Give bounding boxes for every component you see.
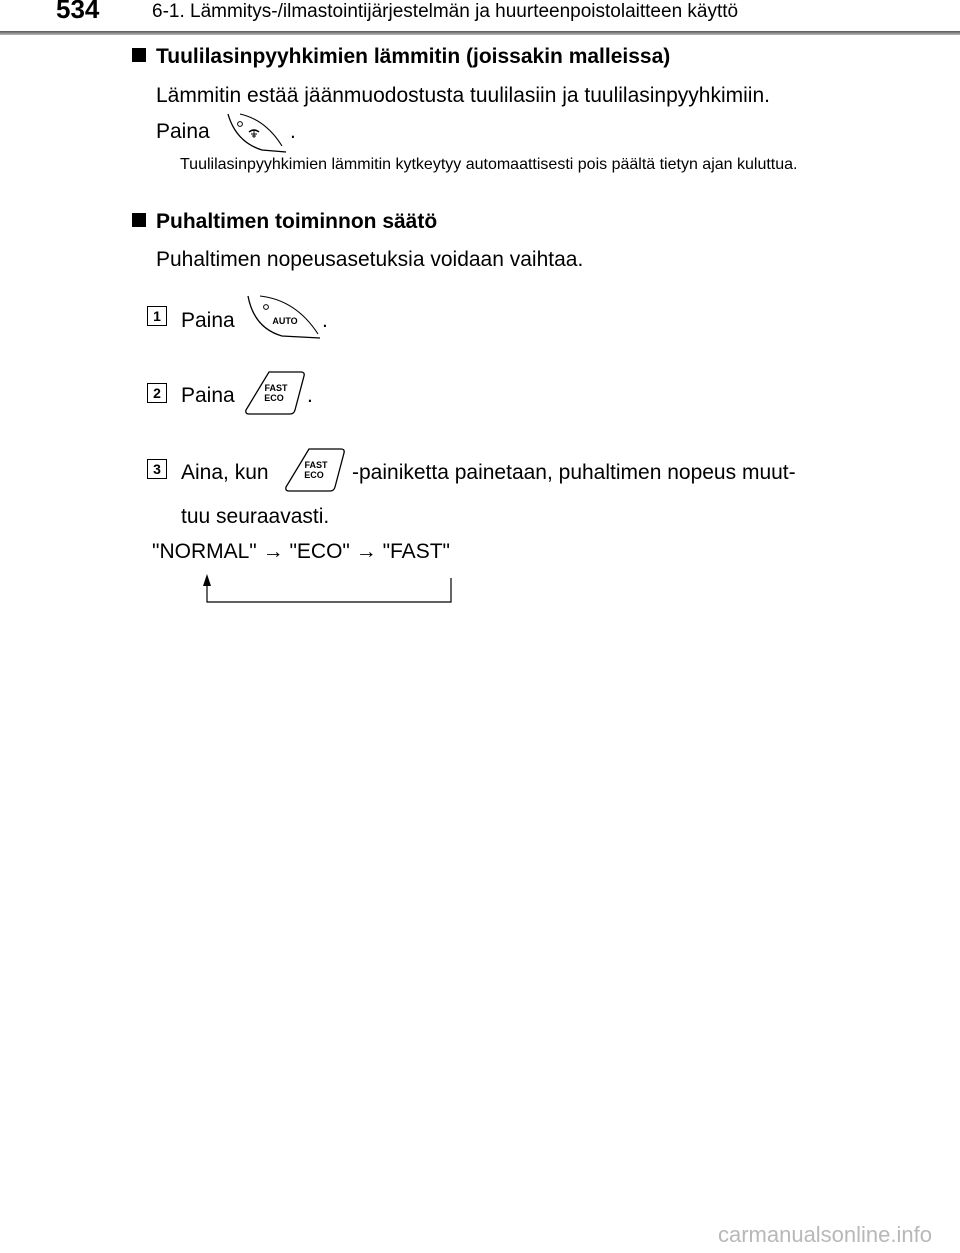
section-square-icon <box>132 48 146 62</box>
wiper-heater-description: Lämmitin estää jäänmuodostusta tuulilasiin ja tuulilasinpyyhkimiin. <box>156 84 770 107</box>
wiper-heater-press-text: Paina <box>156 120 210 143</box>
section-heading-fan-control <box>132 210 437 234</box>
step-number-2: 2 <box>147 383 167 403</box>
wiper-heater-period: . <box>290 120 296 143</box>
step-3-suffix: -painiketta painetaan, puhaltimen nopeus muut- <box>352 461 796 484</box>
step-number-1: 1 <box>147 306 167 326</box>
fast-label: FAST <box>264 383 288 393</box>
step-1-text: Paina <box>181 309 235 332</box>
wiper-heater-note: Tuulilasinpyyhkimien lämmitin kytkeytyy automaattisesti pois päältä tietyn ajan kuluttua. <box>180 156 798 173</box>
page-number: 534 <box>56 0 100 24</box>
fan-control-description: Puhaltimen nopeusasetuksia voidaan vaihtaa. <box>156 248 584 271</box>
cycle-arrow-icon: → <box>355 540 377 563</box>
mode-fast: "FAST" <box>382 540 450 563</box>
header-divider <box>0 31 960 35</box>
wiper-deicer-button-icon <box>226 112 290 154</box>
section-heading-wiper-heater <box>132 45 670 69</box>
step-2-suffix: . <box>307 384 313 407</box>
fast-label: FAST <box>304 460 328 470</box>
cycle-return-arrow-icon <box>195 572 457 613</box>
section-square-icon <box>132 213 146 227</box>
fast-eco-button-icon <box>283 447 347 493</box>
footer-watermark: carmanualsonline.info <box>717 1222 932 1247</box>
auto-button-icon <box>246 294 324 340</box>
eco-label: ECO <box>264 393 284 403</box>
step-1-suffix: . <box>322 309 328 332</box>
running-header: 6-1. Lämmitys-/ilmastointijärjestelmän ja huurteenpoistolaitteen käyttö <box>152 1 739 22</box>
section-heading-text: Tuulilasinpyyhkimien lämmitin (joissakin malleissa) <box>156 45 671 68</box>
cycle-arrow-icon: → <box>262 540 284 563</box>
fast-eco-button-icon <box>243 370 307 416</box>
auto-button-label: AUTO <box>272 316 298 326</box>
mode-eco: "ECO" <box>289 540 350 563</box>
eco-label: ECO <box>304 470 324 480</box>
step-2-text: Paina <box>181 384 235 407</box>
fan-mode-cycle <box>152 540 450 564</box>
section-heading-text: Puhaltimen toiminnon säätö <box>156 210 438 233</box>
step-3-continuation: tuu seuraavasti. <box>181 505 330 528</box>
mode-normal: "NORMAL" <box>152 540 257 563</box>
step-3-text: Aina, kun <box>181 461 269 484</box>
step-number-3: 3 <box>147 459 167 479</box>
